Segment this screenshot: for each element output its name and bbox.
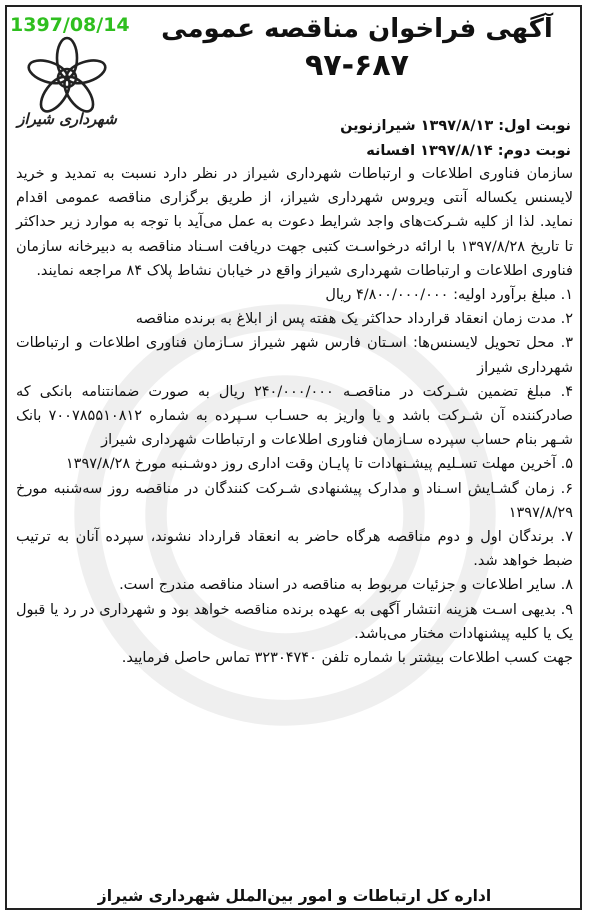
logo-caption: شهرداری شیراز bbox=[17, 110, 117, 128]
signature: اداره کل ارتباطات و امور بین‌الملل شهرداری شیراز bbox=[97, 887, 492, 905]
publication-rounds bbox=[340, 114, 571, 164]
contact-line: جهت کسب اطلاعات بیشتر با شماره تلفن ۳۲۳۰۴۷۴۰ تماس حاصل فرمایید. bbox=[121, 650, 573, 667]
notice-title bbox=[147, 12, 567, 84]
condition-item: ۲. مدت زمان انعقاد قرارداد حداکثر یک هفته پس از ابلاغ به برنده مناقصه bbox=[135, 311, 573, 328]
condition-item: ۷. برندگان اول و دوم مناقصه هرگاه حاضر به انعقاد قرارداد نشوند، سپرده آنان به ترتیب ضبط خواهد شد. bbox=[16, 529, 573, 570]
first-round: نوبت اول: ۱۳۹۷/۸/۱۳ شیرازنوین bbox=[340, 118, 571, 134]
notice-body bbox=[16, 162, 573, 670]
condition-item: ۳. محل تحویل لایسنس‌ها: اسـتان فارس شهر شیراز سـازمان فناوری اطلاعات و ارتباطات شهرداری شیراز bbox=[16, 335, 573, 376]
title-main: آگهی فراخوان مناقصه عمومی bbox=[161, 14, 553, 44]
condition-item: ۴. مبلغ تضمین شـرکت در مناقصـه ۲۴۰/۰۰۰/۰۰۰ ریال به صورت ضمانتنامه بانکی که صادرکننده آن شـرکت باشد و یا واریز به حسـاب سـپرده به شماره ۷۰۰۷۸۵۵۱۰۸۱۲ بانک شـهر بنام حساب سپرده سـازمان فناوری اطلاعات و ارتباطات شهرداری شیراز bbox=[16, 383, 573, 449]
condition-item: ۵. آخرین مهلت تسـلیم پیشـنهادات تا پایـان وقت اداری روز دوشـنبه مورخ ۱۳۹۷/۸/۲۸ bbox=[65, 456, 573, 473]
condition-item: ۶. زمان گشـایش اسـناد و مدارک پیشنهادی شـرکت کنندگان در مناقصه روز سه‌شنبه مورخ ۱۳۹۷/۸/۲۹ bbox=[16, 480, 573, 521]
tender-number: ۹۷-۶۸۷ bbox=[304, 48, 409, 83]
condition-item: ۸. سایر اطلاعات و جزئیات مربوط به مناقصه در اسناد مناقصه مندرج است. bbox=[119, 577, 573, 594]
condition-item: ۹. بدیهی اسـت هزینه انتشار آگهی به عهده برنده مناقصه خواهد بود و شهرداری در رد یا قبول یک یا کلیه پیشنهادات مختار می‌باشد. bbox=[16, 601, 573, 642]
second-round: نوبت دوم: ۱۳۹۷/۸/۱۴ افسانه bbox=[366, 143, 571, 159]
condition-item: ۱. مبلغ برآورد اولیه: ۴/۸۰۰/۰۰۰/۰۰۰ ریال bbox=[325, 287, 573, 304]
intro-paragraph: سازمان فناوری اطلاعات و ارتباطات شهرداری شیراز در نظر دارد نسبت به تمدید و خرید لایسنس یکساله آنتی ویروس شهرداری شیراز، از طریق برگزاری مناقصه عمومی اقدام نماید. لذا از کلیه شـرکت‌های واجد شرایط دعوت به عمل می‌آید با توجه به موارد زیر حداکثر تا تاریخ ۱۳۹۷/۸/۲۸ با ارائه درخواسـت کتبی جهت دریافت اسـناد مناقصه به دبیرخانه سازمان فناوری اطلاعات و ارتباطات شهرداری شیراز واقع در خیابان نشاط پلاک ۸۴ مراجعه نمایند. bbox=[16, 166, 573, 279]
conditions-list bbox=[16, 283, 573, 646]
date-stamp: 1397/08/14 bbox=[10, 14, 130, 36]
